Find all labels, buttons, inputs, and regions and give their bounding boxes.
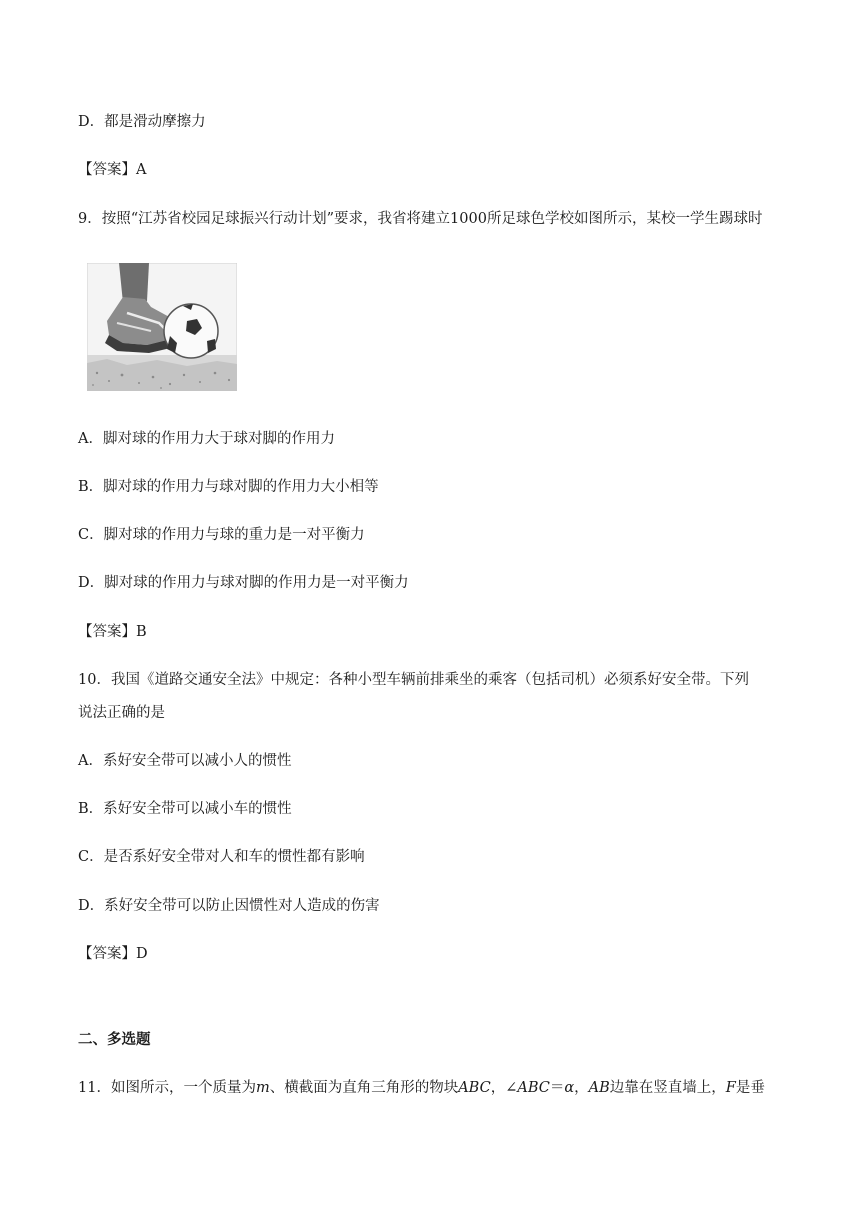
q11-text-6: 边靠在竖直墙上， [609,1080,726,1096]
q11-text-5: ， [574,1080,589,1096]
q11-stem [78,1078,765,1098]
q11-var-alpha: α [564,1080,575,1096]
kicking-football-image [87,263,237,391]
q11-var-ab: AB [588,1080,610,1096]
q9-stem: 9．按照“江苏省校园足球振兴行动计划”要求，我省将建立1000所足球色学校如图所示，某校一学生踢球时 [78,211,763,227]
section-title-multiple-choice: 二、多选题 [78,1031,151,1048]
q9-option-c: C．脚对球的作用力与球的重力是一对平衡力 [78,527,365,543]
q11-text-1: 11．如图所示，一个质量为 [78,1080,256,1096]
q8-option-d: D．都是滑动摩擦力 [78,114,206,130]
q11-var-abc: ABC [458,1080,491,1096]
q10-answer: 【答案】D [78,946,148,962]
q10-option-b: B．系好安全带可以减小车的惯性 [78,801,292,817]
q9-option-b: B．脚对球的作用力与球对脚的作用力大小相等 [78,479,379,495]
q11-text-7: 是垂 [735,1080,765,1096]
q8-answer: 【答案】A [78,162,147,178]
q11-text-2: 、横截面为直角三角形的物块 [269,1080,459,1096]
q9-option-d: D．脚对球的作用力与球对脚的作用力是一对平衡力 [78,575,409,591]
q11-text-4: ＝ [549,1080,565,1096]
q10-stem-line1: 10．我国《道路交通安全法》中规定：各种小型车辆前排乘坐的乘客（包括司机）必须系好安全带。下列 [78,672,749,688]
q10-option-a: A．系好安全带可以减小人的惯性 [78,753,292,769]
q11-var-f: F [725,1080,736,1096]
q9-answer: 【答案】B [78,624,147,640]
q9-option-a: A．脚对球的作用力大于球对脚的作用力 [78,431,335,447]
q11-var-abc-angle: ABC [517,1080,550,1096]
q10-stem-line2: 说法正确的是 [78,705,165,721]
q10-option-d: D．系好安全带可以防止因惯性对人造成的伤害 [78,898,380,914]
q10-option-c: C．是否系好安全带对人和车的惯性都有影响 [78,849,365,865]
q11-var-m: m [255,1080,270,1096]
q11-text-3: ，∠ [490,1080,518,1096]
